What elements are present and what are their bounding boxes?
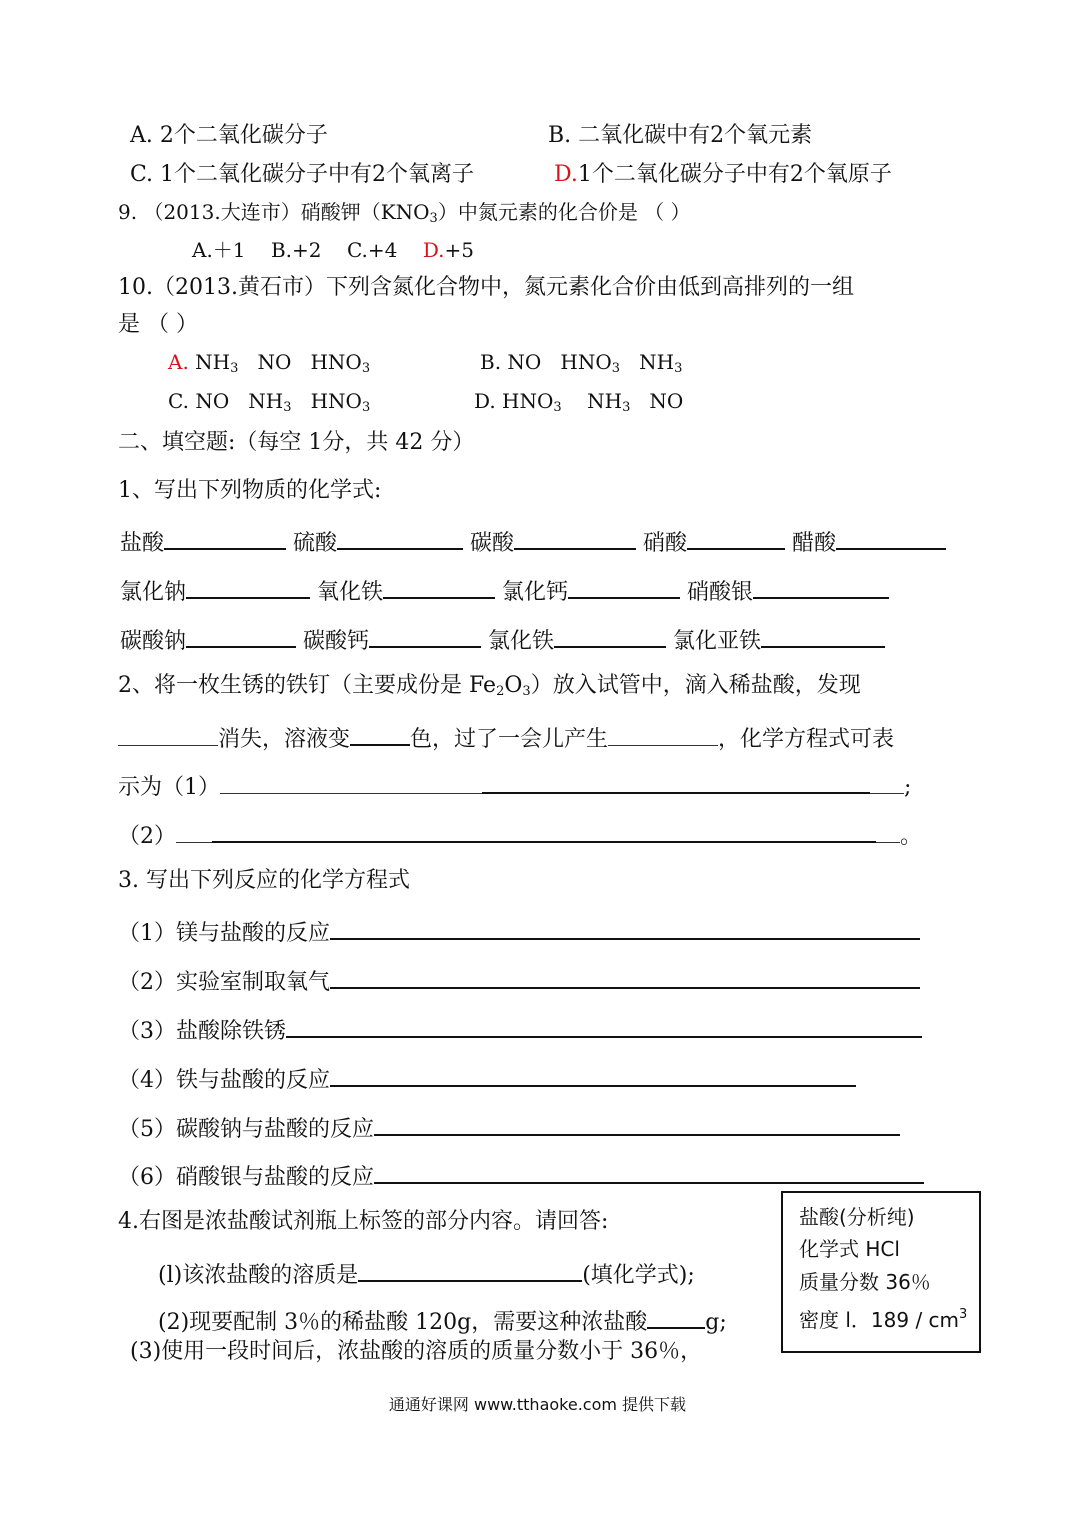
formula-sub: 3 <box>622 400 631 415</box>
answer-blank[interactable] <box>753 573 889 599</box>
q10-option-c-letter: C. <box>168 389 189 413</box>
answer-blank[interactable] <box>836 524 946 550</box>
answer-blank[interactable] <box>554 622 666 648</box>
formula-no: NO <box>195 389 230 413</box>
substance-label: 氧化铁 <box>317 580 384 605</box>
q9-option-d-letter: D. <box>422 238 445 262</box>
q9-options <box>192 235 474 265</box>
answer-blank[interactable] <box>164 524 286 550</box>
formula-nh: NH <box>639 350 675 374</box>
formula-no: NO <box>257 350 292 374</box>
footer: 通通好课网 www.tthaoke.com 提供下载 <box>388 1395 687 1414</box>
q9-option-b: B.+2 <box>270 238 322 262</box>
p1-title: 1、写出下列物质的化学式: <box>118 478 382 503</box>
q10-stem-line2: 是 （ ） <box>118 312 198 337</box>
q8-option-d <box>554 160 892 190</box>
q10-option-b-letter: B. <box>480 350 502 374</box>
p1-row2 <box>120 573 889 608</box>
q9-option-c: C.+4 <box>346 238 398 262</box>
p3-item-label: （5）碳酸钠与盐酸的反应 <box>118 1117 374 1142</box>
answer-blank[interactable] <box>876 818 900 843</box>
q9-stem <box>118 197 691 234</box>
q10-option-d <box>474 386 683 423</box>
p4-text: (填化学式); <box>582 1263 695 1288</box>
answer-blank[interactable] <box>330 914 920 940</box>
q9-stem-post: ）中氮元素的化合价是 （ ） <box>437 200 691 224</box>
section-title: 二、填空题:（每空 1分，共 42 分） <box>118 430 475 455</box>
substance-label: 氯化钠 <box>120 580 187 605</box>
substance-label: 碳酸钙 <box>303 629 370 654</box>
formula-no: NO <box>649 389 684 413</box>
substance-label: 盐酸 <box>120 531 165 556</box>
q8-option-d-letter: D. <box>554 162 578 187</box>
formula-nh: NH <box>195 350 231 374</box>
p3-item <box>118 1012 922 1047</box>
p4-q3: (3)使用一段时间后，浓盐酸的溶质的质量分数小于 36％， <box>130 1339 703 1364</box>
formula-no: NO <box>507 350 542 374</box>
substance-label: 氯化亚铁 <box>673 629 762 654</box>
reagent-label-box <box>781 1191 981 1353</box>
answer-blank[interactable] <box>482 768 870 794</box>
label-line: 盐酸(分析纯) <box>799 1205 915 1229</box>
p1-row3 <box>120 622 885 657</box>
q10-option-a <box>168 347 370 384</box>
answer-blank[interactable] <box>350 720 410 746</box>
formula-sub: 3 <box>611 361 621 376</box>
substance-label: 碳酸 <box>470 531 515 556</box>
p3-title: 3. 写出下列反应的化学方程式 <box>118 868 410 893</box>
substance-label: 硝酸 <box>643 531 688 556</box>
p3-item <box>118 1110 900 1145</box>
p4-q2 <box>158 1303 727 1338</box>
p3-item-label: （6）硝酸银与盐酸的反应 <box>118 1165 374 1190</box>
answer-blank[interactable] <box>687 524 785 550</box>
p1-row1 <box>120 524 946 559</box>
label-line <box>799 1301 967 1334</box>
p2-text: 消失，溶液变 <box>218 727 351 752</box>
substance-label: 硝酸银 <box>687 580 754 605</box>
p2-sub: 3 <box>522 684 531 699</box>
formula-hno: HNO <box>310 389 362 413</box>
formula-hno: HNO <box>560 350 612 374</box>
answer-blank[interactable] <box>369 622 481 648</box>
substance-label: 碳酸钠 <box>120 629 187 654</box>
p3-item <box>118 914 920 949</box>
p2-sub: 2 <box>496 684 505 699</box>
substance-label: 氯化钙 <box>502 580 569 605</box>
q9-stem-pre: 9. （2013.大连市）硝酸钾（KNO <box>118 200 430 224</box>
answer-blank[interactable] <box>176 818 212 843</box>
p3-item-label: （1）镁与盐酸的反应 <box>118 921 330 946</box>
substance-label: 硫酸 <box>293 531 338 556</box>
answer-blank[interactable] <box>374 1110 900 1136</box>
p3-item <box>118 963 920 998</box>
p2-text: 色，过了一会儿产生 <box>410 727 609 752</box>
p4-q1 <box>158 1256 695 1291</box>
q9-stem-sub: 3 <box>429 211 438 226</box>
p2-text: ）放入试管中，滴入稀盐酸，发现 <box>530 673 861 698</box>
p2-line2 <box>118 720 894 755</box>
p2-line4 <box>118 817 922 852</box>
q10-option-a-letter: A. <box>168 350 189 374</box>
p2-text: 示为（1） <box>118 775 220 800</box>
p2-text: O <box>504 673 523 698</box>
answer-blank[interactable] <box>330 963 920 989</box>
label-line: 质量分数 36％ <box>799 1270 931 1294</box>
answer-blank[interactable] <box>330 1061 856 1087</box>
p4-title: 4.右图是浓盐酸试剂瓶上标签的部分内容。请回答: <box>118 1209 609 1234</box>
answer-blank[interactable] <box>568 573 680 599</box>
answer-blank[interactable] <box>286 1012 922 1038</box>
q10-stem-line1: 10.（2013.黄石市）下列含氮化合物中，氮元素化合价由低到高排列的一组 <box>118 275 854 300</box>
q9-option-a: A.＋1 <box>192 238 246 262</box>
p3-item <box>118 1158 924 1193</box>
answer-blank[interactable] <box>383 573 495 599</box>
answer-blank[interactable] <box>608 721 718 746</box>
formula-hno: HNO <box>310 350 362 374</box>
answer-blank[interactable] <box>761 622 885 648</box>
answer-blank[interactable] <box>374 1158 924 1184</box>
q8-option-b: B. 二氧化碳中有2个氧元素 <box>548 123 813 148</box>
p4-text: g; <box>705 1310 727 1335</box>
label-text: 密度 l．189 / cm <box>799 1308 960 1332</box>
p3-item-label: （2）实验室制取氧气 <box>118 970 330 995</box>
formula-sub: 3 <box>283 400 292 415</box>
p2-line1 <box>118 671 861 707</box>
answer-blank[interactable] <box>186 622 296 648</box>
formula-sub: 3 <box>361 361 371 376</box>
p2-text: （2） <box>118 824 176 849</box>
p3-item-label: （4）铁与盐酸的反应 <box>118 1068 330 1093</box>
answer-blank[interactable] <box>118 721 218 746</box>
p4-text: (2)现要配制 3％的稀盐酸 120g，需要这种浓盐酸 <box>158 1310 648 1335</box>
q10-option-b <box>480 347 682 384</box>
formula-sub: 3 <box>230 361 239 376</box>
p2-text: 。 <box>900 824 923 849</box>
p2-line3 <box>118 768 911 803</box>
answer-blank[interactable] <box>337 524 463 550</box>
answer-blank[interactable] <box>870 769 904 794</box>
q8-option-c: C. 1个二氧化碳分子中有2个氧离子 <box>130 162 475 187</box>
p2-text: ; <box>904 775 912 800</box>
q8-option-d-text: 1个二氧化碳分子中有2个氧原子 <box>577 162 892 187</box>
answer-blank[interactable] <box>514 524 636 550</box>
answer-blank[interactable] <box>358 1256 582 1282</box>
q10-option-c <box>168 386 370 423</box>
formula-hno: HNO <box>502 389 554 413</box>
p2-text: 2、将一枚生锈的铁钉（主要成份是 Fe <box>118 673 497 698</box>
answer-blank[interactable] <box>212 817 876 843</box>
p3-item-label: （3）盐酸除铁锈 <box>118 1019 286 1044</box>
answer-blank[interactable] <box>647 1303 705 1329</box>
q9-option-d-text: +5 <box>444 238 474 262</box>
substance-label: 氯化铁 <box>488 629 555 654</box>
formula-sub: 3 <box>674 361 683 376</box>
p4-text: (l)该浓盐酸的溶质是 <box>158 1263 359 1288</box>
q8-option-a: A. 2个二氧化碳分子 <box>130 123 328 148</box>
formula-sub: 3 <box>361 400 371 415</box>
substance-label: 醋酸 <box>792 531 837 556</box>
formula-nh: NH <box>587 389 623 413</box>
label-sup: 3 <box>959 1307 968 1322</box>
formula-sub: 3 <box>553 400 562 415</box>
p2-text: ，化学方程式可表 <box>718 727 895 752</box>
p3-item <box>118 1061 856 1096</box>
formula-nh: NH <box>248 389 284 413</box>
label-line: 化学式 HCl <box>799 1237 900 1261</box>
answer-blank[interactable] <box>220 769 482 794</box>
q10-option-d-letter: D. <box>474 389 496 413</box>
answer-blank[interactable] <box>186 573 310 599</box>
